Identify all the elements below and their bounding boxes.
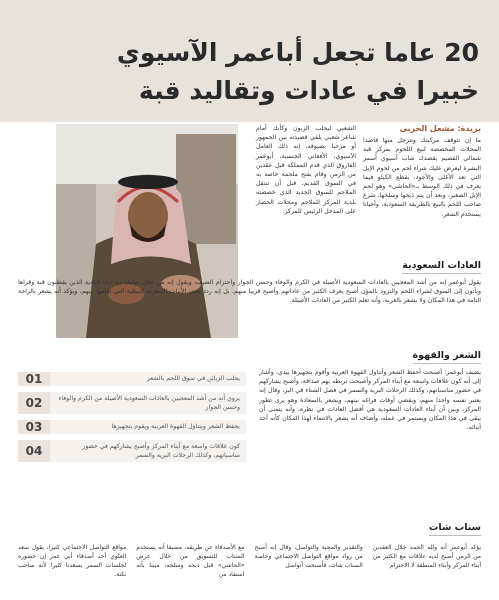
list-item-text: يروي أنه من أشد المعجبين بالعادات السعودية الأصيلة من الكرم والوفاء وحسن الجوار: [50, 392, 246, 414]
bottom-column-1: يؤكد أبوعمر أنه ولله الحمد خلال العقدين من الزمن أصبح لديه علاقات مع الكثير من أبناء المركز وأبناء المنطقة لا الاحترام: [372, 544, 481, 569]
section-title-poetry: [413, 350, 481, 364]
list-item: [18, 372, 246, 386]
list-item: [18, 440, 246, 462]
section-title-poetry-text: الشعر والقهوة: [413, 350, 481, 364]
list-item-number: 03: [18, 420, 50, 434]
highlights-list: [18, 372, 246, 468]
headline-banner: [0, 0, 499, 122]
section-text-customs: يقول أبوعمر إنه من أشد المعجبين بالعادات السعودية الأصيلة في الكرم والوفاء وحسن الجوار واحترام الضيف، ويقول إنه من خلال تعامله مع أبناء البادية الذين يقطنون قبة وقراها ويأتون إلى السوق لشراء اللحم والتزود بالمؤن أصبح يعرف الكثير من عاداتهم وأصبح قريبا منهم، بل إنه ردد بعض الأبيات الشعرية النبطية التي تعلمها منهم، ويؤكد أنه يشعر بالراحة التامة في هذا المكان ولا يشعر بالغربة، وأنه تعلم الكثير من العادات الأصيلة.: [18, 279, 481, 305]
section-title-snapchat: [429, 522, 481, 536]
list-item-text: يجلب الزبائن في سوق اللحم بالشعر: [50, 372, 246, 386]
list-item: [18, 420, 246, 434]
bottom-columns: [18, 543, 481, 579]
bottom-column-4: مواقع التواصل الاجتماعي كثيرا، يقول سعد العلوي أحد أصدقاء أبي عمر إن حضوره لجلسات السمر يسعدنا كثيرا لأنه صاحب نكتة.: [18, 544, 127, 578]
list-item-number: 01: [18, 372, 50, 386]
section-text-poetry: يضيف أبوعمر: أصبحت أحفظ الشعر وأتناول القهوة العربية وأقوم بتجهيزها بيدي، وأشار إلى أنه كون علاقات واسعة مع أبناء المركز وأصبحت تربطه بهم صداقة، وأصبح يشاركهم في حضور مناسباتهم، وكذلك الرحلات البرية والسمر في فصل الشتاء في البر، وقال إنه يعتبر نفسه واحدا منهم، ويقضي أوقات فراغه بينهم، ويشعر بالسعادة وهو يرى تطور المركز، وبين أن أبناء العادات السعودية هي أفضل العادات في نظره، وأنه يتمنى أن يبقى في هذا المكان ويستمر في عمله، وأضاف أنه يشعر بالانتماء لهذا المكان كأنه أحد أبنائه.: [259, 369, 481, 432]
list-item-number: 04: [18, 440, 50, 462]
list-item-text: كون علاقات واسعة مع أبناء المركز وأصبح يشاركهم في حضور مناسباتهم، وكذلك الرحلات البرية والسمر: [50, 440, 246, 462]
section-title-customs-text: العادات السعودية: [402, 260, 481, 274]
list-item-text: يحفظ الشعر ويتناول القهوة العربية ويقوم بتجهيزها: [50, 420, 246, 434]
bottom-column-3: مع الأصدقاء عن طريقه، مضيفا أنه يستخدم السناب للتسويق من خلال عرض «الحاشي» قبل ذبحه وسلخه، مبينا بأنه استفاد من: [136, 544, 245, 578]
list-item-number: 02: [18, 392, 50, 414]
headline-line-1: 20 عاما تجعل أباعمر الآسيوي: [116, 38, 479, 67]
list-item: [18, 392, 246, 414]
intro-paragraph-mid: الشعبي ليجلب الزبون وكأنك أمام شاعر شعبي يلقي قصيدته بين الجمهور أو مرحبا بضيوفه، إنه ذلك العامل الآسيوي، الأفغاني الجنسية، أبوعمر الفاروق الذي قدم للمملكة قبل عقدين من الزمن وقام بفتح ملحمة خاصة به في السوق القديم، قبل أن تنتقل الملاحم للسوق الجديد الذي خصصته بلدية المركز للملاحم ومحلات الخضار على المدخل الرئيس للمركز.: [256, 125, 356, 215]
intro-paragraph-right: ما إن تتوقف مركبتك وتترجل منها قاصدا المحلات المخصصة لبيع اللحوم بمركز قبة شمالي القصيم يقصدك شاب آسيوي أسمر البشرة ليعرض عليك شراء لحم من لحوم الإبل التي تعد الأغلى والأجود، يقطع الكيلو فيما يعرف في ذلك الوسط بـ«الحاشي» وهو لحم الإبل الصغير، وبعد أن يتم ذبحها وسلخها، شرع صاحب اللحم بالبيع بالطريقة السعودية، وأحيانا يستخدم الشعر.: [363, 137, 481, 218]
byline: بريدة: مشعل الحربي: [399, 124, 481, 133]
section-title-customs: [402, 260, 481, 274]
headline-line-2: خبيرا في عادات وتقاليد قبة: [138, 76, 479, 105]
section-title-snapchat-text: سناب شات: [429, 522, 481, 536]
bottom-column-2: والتقدير والمحبة والتواصل، وقال إنه أصبح من رواد مواقع التواصل الاجتماعي وخاصة السناب شات، فأصبحت أتواصل: [254, 544, 363, 569]
